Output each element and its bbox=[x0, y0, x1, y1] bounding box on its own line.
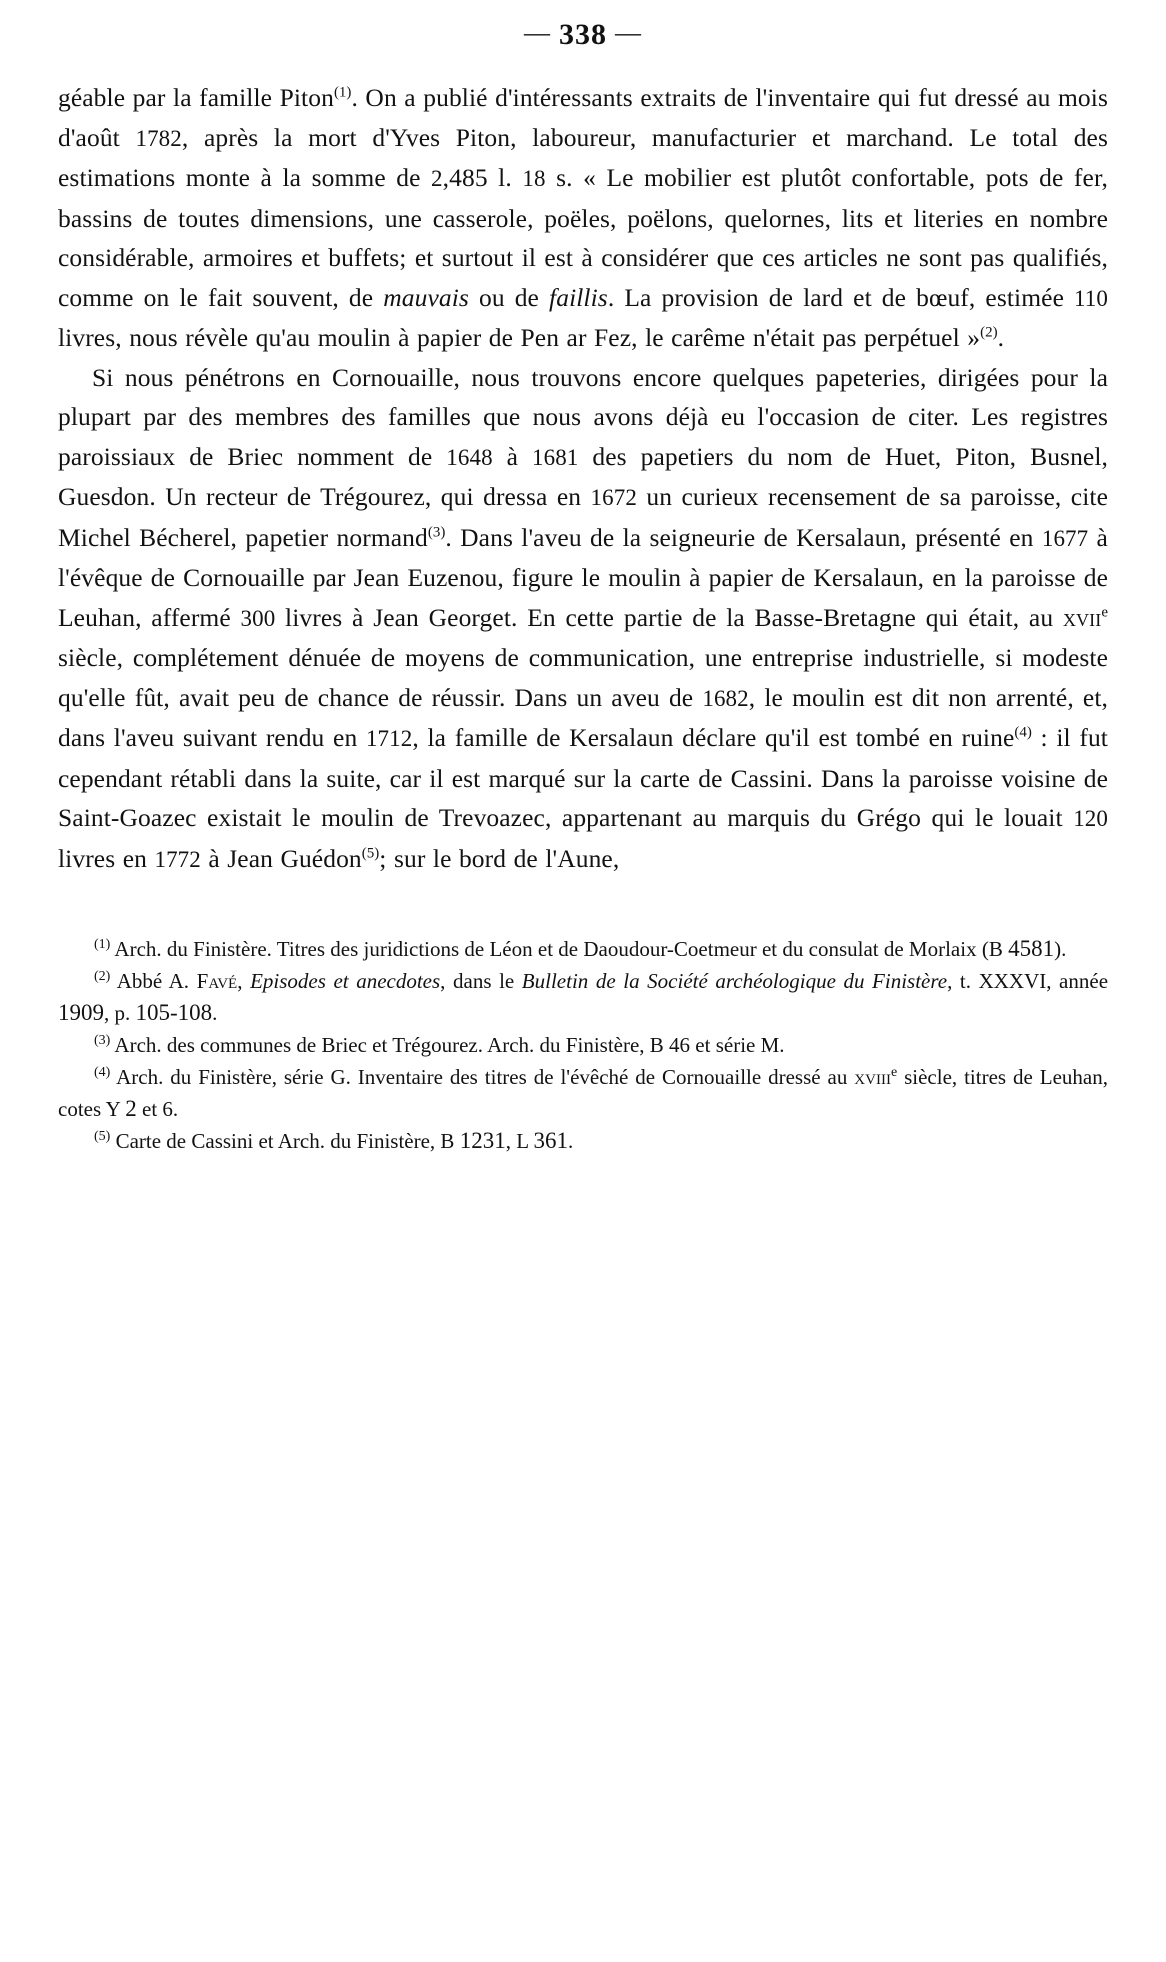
footnote-marker-3: (3) bbox=[94, 1033, 111, 1048]
footnote-ref-3: (3) bbox=[427, 524, 446, 540]
footnote-ref-1: (1) bbox=[333, 84, 352, 101]
footnote-4: $^{(4)}$ Arch. du Finistère, série G. Inventaire des titres de l'évêché de Cornouaille dressé au xviii$^e$ siècle, titres de Leuhan, cotes Y 2 et 6. bbox=[58, 1065, 1108, 1121]
footnote-marker-2: (2) bbox=[94, 969, 111, 984]
footnote-ref-4: (4) bbox=[1014, 724, 1032, 741]
page-header bbox=[0, 18, 1166, 52]
ordinal-suffix: e bbox=[1101, 604, 1108, 620]
footnote-marker-4: (4) bbox=[94, 1065, 111, 1080]
paragraph-2: Si nous pénétrons en Cornouaille, nous trouvons encore quelques papeteries, dirigées pour la plupart par des membres des familles que nous avons déjà eu l'occasion de citer. Les registres paroissiaux de Briec nomment de 1648 à 1681 des papetiers du nom de Huet, Piton, Busnel, Guesdon. Un recteur de Trégourez, qui dressa en 1672 un curieux recensement de sa paroisse, cite Michel Bécherel, papetier normand$^{(3)}$. Dans l'aveu de la seigneurie de Kersalaun, présenté en 1677 à l'évêque de Cornouaille par Jean Euzenou, figure le moulin à papier de Kersalaun, en la paroisse de Leuhan, affermé 300 livres à Jean Georget. En cette partie de la Basse-Bretagne qui était, au xvii$^e$ siècle, complétement dénuée de moyens de communication, une entreprise industrielle, si modeste qu'elle fût, avait peu de chance de réussir. Dans un aveu de 1682, le moulin est dit non arrenté, et, dans l'aveu suivant rendu en 1712, la famille de Kersalaun déclare qu'il est tombé en ruine$^{(4)}$ : il fut cependant rétabli dans la suite, car il est marqué sur la carte de Cassini. Dans la paroisse voisine de Saint-Goazec existait le moulin de Trevoazec, appartenant au marquis du Grégo qui le louait 120 livres en 1772 à Jean Guédon$^{(5)}$; sur le bord de l'Aune, bbox=[58, 362, 1109, 873]
paragraph-1: géable par la famille Piton$^{(1)}$. On a publié d'intéressants extraits de l'inventaire qui fut dressé au mois d'août 1782, après la mort d'Yves Piton, laboureur, manufacturier et marchand. Le total des estimations monte à la somme de 2,485 l. 18 s. « Le mobilier est plutôt confortable, pots de fer, bassins de toutes dimensions, une casserole, poëles, poëlons, quelornes, lits et literies en nombre considérable, armoires et buffets; et surtout il est à considérer que ces articles ne sont pas qualifiés, comme on le fait souvent, de mauvais ou de faillis. La provision de lard et de bœuf, estimée 110 livres, nous révèle qu'au moulin à papier de Pen ar Fez, le carême n'était pas perpétuel »$^{(2)}$. bbox=[58, 83, 1108, 352]
footnote-3: $^{(3)}$ Arch. des communes de Briec et Trégourez. Arch. du Finistère, B 46 et série M. bbox=[94, 1033, 785, 1057]
footnote-2: $^{(2)}$ Abbé A. Favé, Episodes et anecdotes, dans le Bulletin de la Société archéologique du Finistère, t. XXXVI, année 1909, p. 105-108. bbox=[58, 969, 1109, 1025]
footnote-5: $^{(5)}$ Carte de Cassini et Arch. du Finistère, B 1231, L 361. bbox=[94, 1128, 574, 1153]
body-text-column bbox=[58, 78, 1108, 879]
footnote-1: $^{(1)}$ Arch. du Finistère. Titres des juridictions de Léon et de Daoudour-Coetmeur et du consulat de Morlaix (B 4581). bbox=[94, 936, 1067, 961]
footnote-ref-2: (2) bbox=[980, 324, 998, 341]
page-header-dash-left: — bbox=[524, 18, 551, 47]
page-number: 338 bbox=[559, 18, 607, 51]
ordinal-suffix-footnote: e bbox=[890, 1065, 898, 1080]
footnote-ref-5: (5) bbox=[361, 845, 380, 861]
footnote-marker-5: (5) bbox=[94, 1129, 111, 1144]
page-header-dash-right: — bbox=[615, 18, 642, 47]
footnotes-section bbox=[58, 933, 1108, 1157]
footnote-marker-1: (1) bbox=[94, 937, 111, 952]
document-page bbox=[0, 18, 1166, 1962]
